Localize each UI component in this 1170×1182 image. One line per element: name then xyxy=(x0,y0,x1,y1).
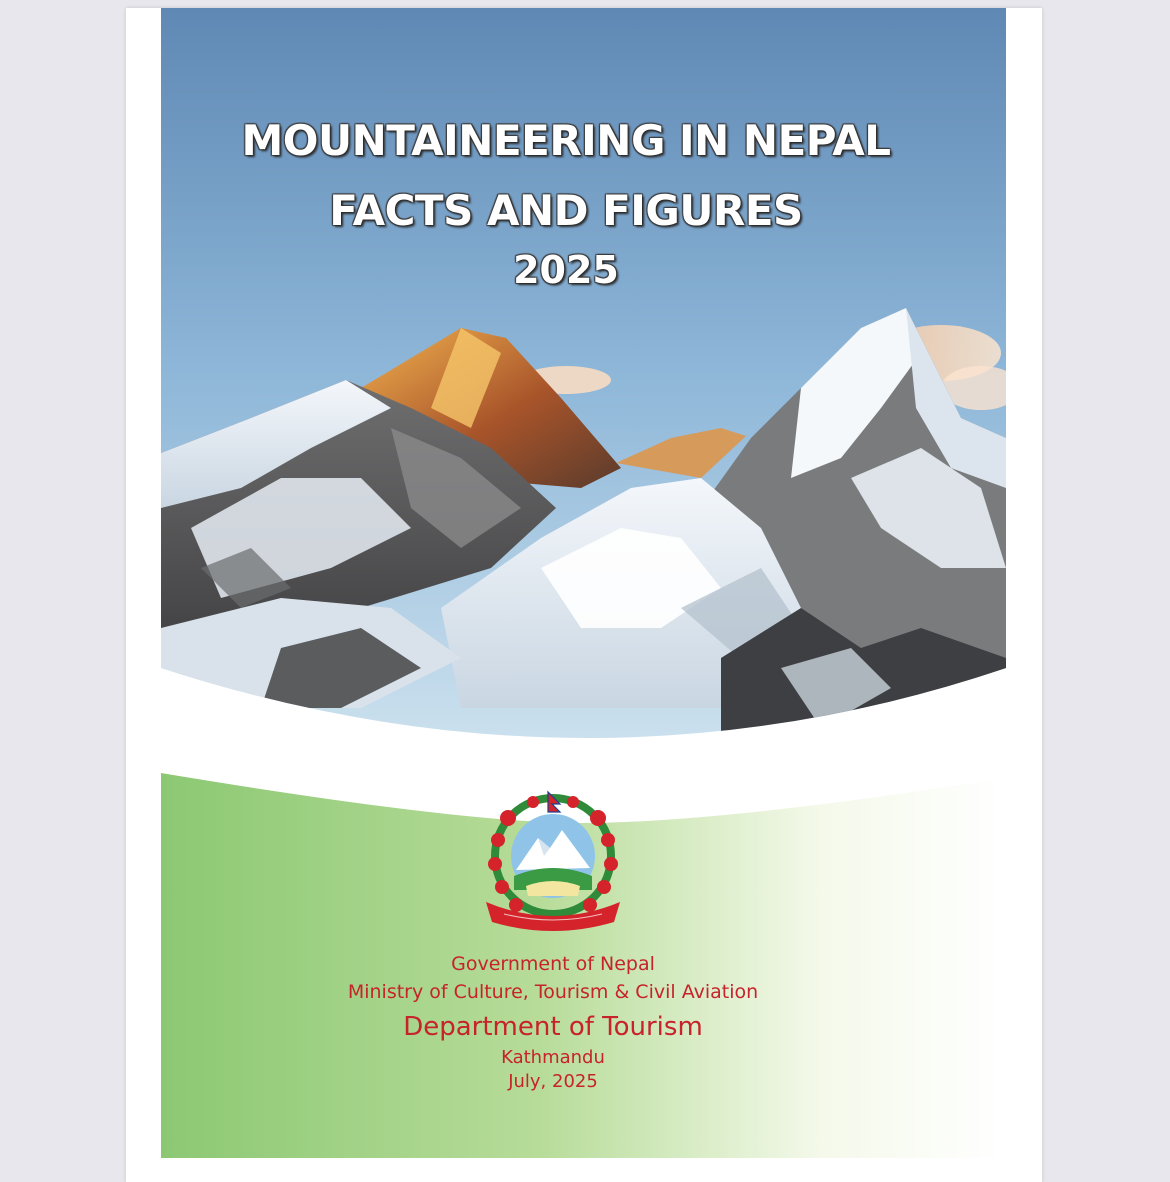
nepal-coat-of-arms-icon xyxy=(478,790,628,938)
ministry-name: Ministry of Culture, Tourism & Civil Aviation xyxy=(347,981,759,1003)
cover-page xyxy=(161,8,1006,1165)
title-line-2: FACTS AND FIGURES xyxy=(329,186,803,235)
government-name: Government of Nepal xyxy=(451,953,655,975)
title-year: 2025 xyxy=(513,248,619,292)
publication-date: July, 2025 xyxy=(508,1071,598,1092)
publication-city: Kathmandu xyxy=(501,1047,605,1068)
department-name: Department of Tourism xyxy=(403,1012,703,1042)
document-page xyxy=(126,8,1042,1182)
cover-title xyxy=(161,106,971,300)
title-line-1: MOUNTAINEERING IN NEPAL xyxy=(241,116,891,165)
publisher-block xyxy=(161,950,945,1094)
